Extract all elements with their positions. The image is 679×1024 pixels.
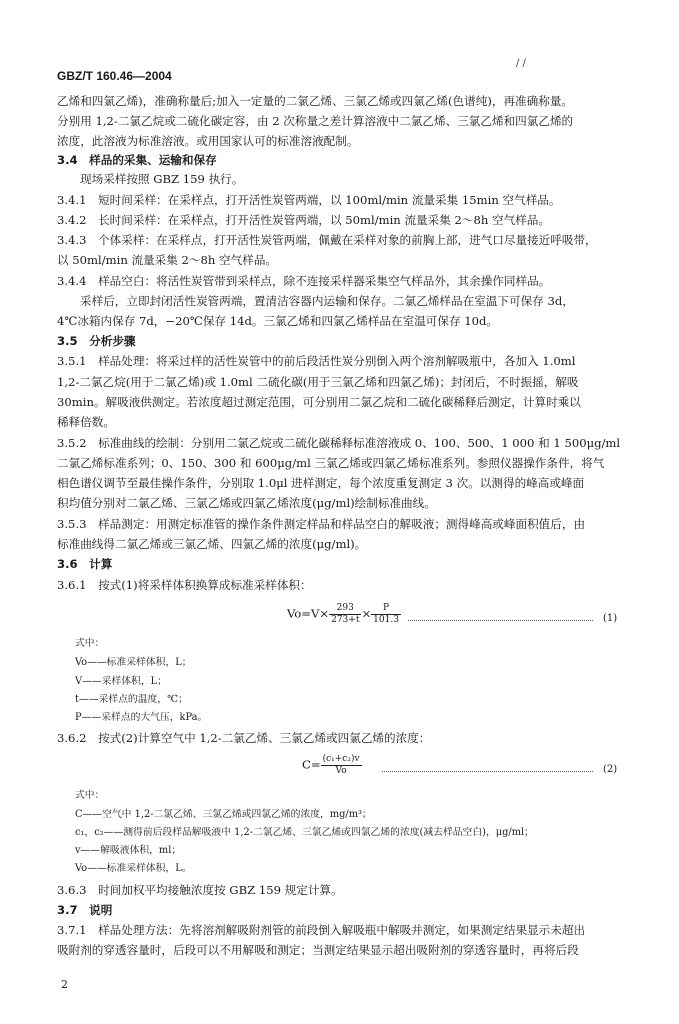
eq1-f1-denominator: 273+t [331, 615, 360, 625]
equation-1 [287, 603, 401, 626]
eq1-lhs: Vo=V× [287, 606, 330, 621]
text-line: 乙烯和四氯乙烯)，准确称量后;加入一定量的二氯乙烯、三氯乙烯或四氯乙烯(色谱纯)，再准确称量。 [57, 94, 574, 108]
eq2-denominator: Vo [335, 766, 347, 776]
text-line: 3.7.1 样品处理方法：先将溶剂解吸附剂管的前段倒入解吸瓶中解吸并测定，如果测定结果显示未超出 [57, 923, 586, 937]
eq1-fraction-2 [371, 603, 401, 626]
text-line: 式中： [75, 638, 105, 649]
text-line: 3.6.1 按式(1)将采样体积换算成标准采样体积： [57, 578, 312, 592]
text-line: 以 50ml/min 流量采集 2～8h 空气样品。 [57, 253, 278, 267]
text-line: 3.4.4 样品空白：将活性炭管带到采样点，除不连接采样器采集空气样品外，其余操作同样品。 [57, 274, 551, 288]
text-line: V——采样体积，L； [75, 676, 167, 687]
text-line: 3.4.1 短时间采样：在采样点，打开活性炭管两端，以 100ml/min 流量采集 15min 空气样品。 [57, 193, 561, 207]
text-line: 3.4.3 个体采样：在采样点，打开活性炭管两端，佩戴在采样对象的前胸上部，进气口尽量接近呼吸带， [57, 233, 597, 247]
text-line: 3.6.2 按式(2)计算空气中 1,2-二氯乙烯、三氯乙烯或四氯乙烯的浓度： [57, 731, 431, 745]
eq1-fraction-1 [329, 603, 361, 626]
standard-header: GBZ/T 160.46—2004 [57, 69, 172, 83]
text-line: 3.6.3 时间加权平均接触浓度按 GBZ 159 规定计算。 [57, 883, 343, 897]
text-line: 3.4.2 长时间采样：在采样点，打开活性炭管两端，以 50ml/min 流量采集 2～8h 空气样品。 [57, 213, 550, 227]
leader-dots [382, 771, 593, 772]
text-line: P——采样点的大气压，kPa。 [75, 712, 208, 723]
text-line: Vo——标准采样体积，L。 [75, 863, 192, 874]
text-line: v——解吸液体积，ml； [75, 845, 182, 856]
section-heading: 3.6 计算 [57, 557, 113, 571]
text-line: 3.5.3 样品测定：用测定标准管的操作条件测定样品和样品空白的解吸液；测得峰高或峰面积值后，由 [57, 517, 586, 531]
text-line: 3.5.1 样品处理：将采过样的活性炭管中的前后段活性炭分别倒入两个溶剂解吸瓶中，各加入 1.0ml [57, 354, 576, 368]
equation-number: (1) [603, 613, 618, 624]
text-line: c₁，c₂——测得前后段样品解吸液中 1,2-二氯乙烯、三氯乙烯或四氯乙烯的浓度(减去样品空白)，μg/ml； [75, 827, 534, 838]
eq1-f2-denominator: 101.3 [373, 615, 399, 625]
text-line: 分别用 1,2-二氯乙烷或二硫化碳定容，由 2 次称量之差计算溶液中二氯乙烯、三氯乙烯和四氯乙烯的 [57, 114, 574, 128]
text-line: 3.5.2 标准曲线的绘制：分别用二氯乙烷或二硫化碳稀释标准溶液成 0、100、500、1 000 和 1 500μg/ml [57, 436, 621, 450]
text-line: 浓度，此溶液为标准溶液。或用国家认可的标准溶液配制。 [57, 134, 359, 148]
text-line: 4℃冰箱内保存 7d，−20℃保存 14d。三氯乙烯和四氯乙烯样品在室温可保存 10d。 [57, 314, 499, 328]
text-line: 相色谱仪调节至最佳操作条件，分别取 1.0μl 进样测定，每个浓度重复测定 3 次。以测得的峰高或峰面 [57, 476, 585, 490]
section-heading: 3.4 样品的采集、运输和保存 [57, 153, 217, 167]
text-line: 二氯乙烯标准系列；0、150、300 和 600μg/ml 三氯乙烯或四氯乙烯标准系列。参照仪器操作条件，将气 [57, 456, 605, 470]
text-line: 吸附剂的穿透容量时，后段可以不用解吸和测定；当测定结果显示超出吸附剂的穿透容量时，再将后段 [57, 943, 579, 957]
text-line: 标准曲线得二氯乙烯或三氯乙烯、四氯乙烯的浓度(μg/ml)。 [57, 537, 367, 551]
text-line: t——采样点的温度，℃； [75, 694, 188, 705]
text-line: 现场采样按照 GBZ 159 执行。 [80, 172, 244, 186]
text-line: 积均值分别对二氯乙烯、三氯乙烯或四氯乙烯浓度(μg/ml)绘制标准曲线。 [57, 496, 436, 510]
section-heading: 3.7 说明 [57, 903, 113, 917]
leader-dots [408, 620, 593, 621]
corner-mark: / / [516, 58, 526, 69]
text-line: 式中： [75, 790, 105, 801]
section-heading: 3.5 分析步骤 [57, 334, 136, 348]
eq1-f1-numerator: 293 [329, 603, 361, 615]
equation-number: (2) [603, 764, 618, 775]
text-line: C——空气中 1,2-二氯乙烯、三氯乙烯或四氯乙烯的浓度，mg/m³； [75, 809, 372, 820]
equation-2 [302, 754, 362, 777]
eq2-lhs: C= [302, 757, 321, 772]
eq2-fraction [321, 754, 362, 777]
eq1-f2-numerator: P [371, 603, 401, 615]
text-line: 1,2-二氯乙烷(用于二氯乙烯)或 1.0ml 二硫化碳(用于三氯乙烯和四氯乙烯)；封闭后，不时振摇，解吸 [57, 375, 579, 389]
eq1-times: × [361, 606, 372, 621]
text-line: 30min。解吸液供测定。若浓度超过测定范围，可分别用二氯乙烷和二硫化碳稀释后测定，计算时乘以 [57, 395, 581, 409]
eq2-numerator: (c₁+c₂)v [322, 754, 360, 764]
page-number: 2 [61, 978, 68, 991]
text-line: 稀释倍数。 [57, 415, 115, 429]
text-line: 采样后，立即封闭活性炭管两端，置清洁容器内运输和保存。二氯乙烯样品在室温下可保存 3d， [80, 294, 574, 308]
text-line: Vo——标准采样体积，L； [75, 657, 192, 668]
